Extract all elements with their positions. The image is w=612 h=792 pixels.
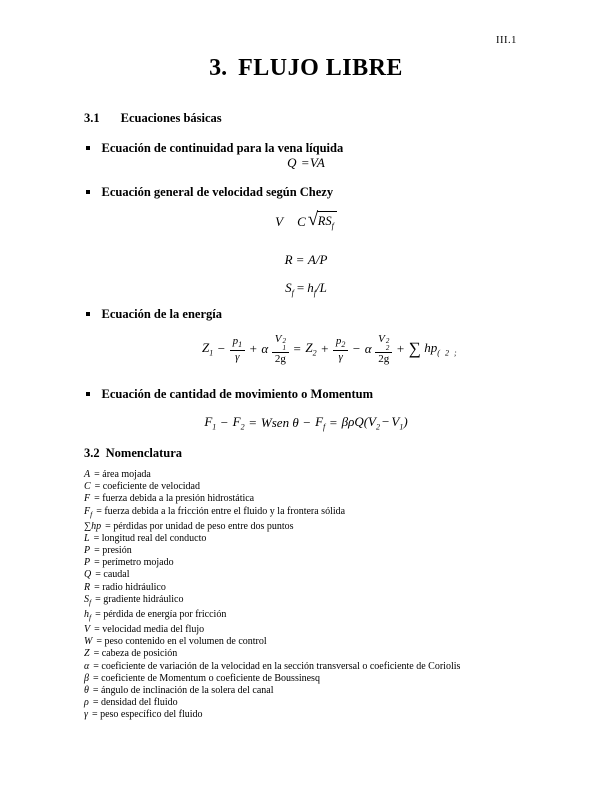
tok: 2	[240, 422, 245, 432]
nomenclature-row	[84, 557, 564, 569]
tok: 2	[376, 422, 381, 432]
bullet-item-momentum	[86, 387, 373, 402]
nomenclature-row	[84, 469, 564, 481]
tok: +	[321, 341, 329, 357]
nomenclature-row	[84, 569, 564, 581]
definition: = perímetro mojado	[94, 557, 174, 569]
symbol: F	[84, 505, 91, 517]
tok: F	[204, 414, 213, 429]
nomenclature-row	[84, 624, 564, 636]
numerator	[230, 335, 246, 350]
fraction	[230, 335, 246, 363]
definition: = coeficiente de Momentum o coeficiente de Boussinesq	[92, 672, 320, 684]
symbol: Q	[84, 569, 92, 581]
section-number: 3.1	[84, 111, 100, 125]
formula-hydraulic-radius	[0, 252, 612, 268]
symbol: L	[84, 532, 90, 544]
tok: θ	[292, 414, 299, 430]
nomenclature-row	[84, 545, 564, 557]
tok: −	[217, 341, 226, 357]
nomenclature-list	[84, 469, 564, 721]
tok	[204, 414, 216, 432]
formula-chezy	[0, 211, 612, 231]
tok: 2	[385, 344, 390, 353]
symbol: Z	[84, 648, 90, 660]
symbol: C	[84, 481, 91, 493]
tok: C	[297, 214, 306, 229]
definition: = ángulo de inclinación de la solera del canal	[92, 684, 274, 696]
nomenclature-row	[84, 481, 564, 493]
symbol: F	[84, 493, 91, 505]
symbol-subscript: f	[89, 597, 92, 607]
page-title	[0, 55, 612, 82]
radicand	[317, 211, 337, 231]
tok: −	[220, 414, 229, 430]
tok: f	[331, 221, 334, 231]
tok: VA	[309, 155, 325, 170]
tok: α	[364, 341, 372, 357]
tok: p	[335, 335, 342, 348]
tok: S	[285, 280, 292, 295]
bullet-label: Ecuación de cantidad de movimiento o Momentum	[101, 387, 374, 401]
tok: 2	[341, 340, 346, 350]
tok: 2	[282, 337, 286, 345]
tok: 2g	[378, 352, 390, 365]
tok: −	[352, 341, 361, 357]
tok: 1	[238, 340, 243, 350]
tok: Z	[202, 340, 210, 356]
bullet-icon	[86, 392, 90, 396]
tok: =	[296, 280, 305, 295]
bullet-label: Ecuación de continuidad para la vena líquida	[101, 141, 344, 155]
tok: f	[323, 422, 326, 432]
tok	[315, 414, 325, 432]
tok: γ	[338, 350, 343, 363]
definition: = radio hidráulico	[94, 581, 166, 593]
symbol: P	[84, 545, 91, 557]
numerator	[272, 333, 289, 353]
definition: = densidad del fluido	[92, 697, 178, 709]
tok: /L	[315, 280, 327, 295]
numerator	[333, 335, 349, 350]
tok: V	[391, 414, 400, 429]
denominator	[235, 351, 239, 364]
nomenclature-row	[84, 673, 564, 685]
tok: f	[313, 288, 316, 298]
definition: = longitud real del conducto	[93, 532, 207, 544]
nomenclature-row	[84, 506, 564, 521]
nomenclature-row	[84, 533, 564, 545]
tok	[305, 340, 316, 358]
tok: +	[249, 341, 257, 357]
tok: V	[274, 333, 282, 345]
bullet-item-energia	[86, 307, 222, 322]
fraction	[272, 333, 289, 365]
definition: = presión	[94, 545, 132, 557]
definition: = área mojada	[94, 469, 151, 480]
tok: V	[378, 333, 385, 345]
bullet-icon	[86, 190, 90, 194]
tok: R	[284, 252, 293, 267]
tok: =	[301, 155, 309, 170]
bullet-icon	[86, 312, 90, 316]
bullet-label: Ecuación general de velocidad según Chezy	[101, 185, 334, 199]
tok: 2g	[274, 352, 286, 365]
nomenclature-row	[84, 636, 564, 648]
tok: −	[382, 414, 390, 429]
tok	[233, 414, 245, 432]
symbol: β	[84, 672, 89, 684]
definition: = gradiente hidráulico	[95, 593, 184, 605]
section-heading-ecuaciones-basicas	[84, 111, 222, 126]
title-text: FLUJO LIBRE	[238, 55, 403, 81]
tok: =	[296, 252, 304, 267]
tok: Q(V	[354, 414, 377, 429]
definition: = pérdida de energía por fricción	[95, 608, 227, 620]
tok: +	[396, 341, 405, 357]
tok: γ	[235, 350, 240, 363]
tok: f	[291, 288, 294, 298]
tok: Z	[305, 340, 313, 356]
tok: =	[293, 341, 301, 357]
page-number: III.1	[496, 35, 517, 46]
formula-friction-slope	[0, 280, 612, 298]
bullet-label: Ecuación de la energía	[101, 307, 222, 321]
radical-sign: √	[307, 209, 319, 230]
bullet-item-chezy	[86, 185, 333, 200]
symbol: V	[84, 624, 91, 636]
definition: = fuerza debida a la fricción entre el fluido y la frontera sólida	[96, 505, 346, 517]
tok: 1	[282, 344, 286, 353]
symbol: R	[84, 581, 91, 593]
symbol: A	[84, 469, 91, 480]
symbol: h	[84, 608, 89, 620]
nomenclature-row	[84, 697, 564, 709]
definition: = peso contenido en el volumen de control	[96, 636, 267, 648]
nomenclature-row	[84, 609, 564, 624]
symbol: ρ	[84, 697, 89, 709]
tok: ρ	[348, 414, 355, 429]
section-heading-nomenclatura	[84, 446, 182, 461]
tok: p	[232, 335, 239, 348]
nomenclature-row	[84, 709, 564, 721]
tok: 1	[209, 348, 214, 358]
tok: A/P	[307, 252, 328, 267]
section-number: 3.2	[84, 446, 100, 460]
nomenclature-row	[84, 661, 564, 673]
tok: V	[275, 214, 284, 229]
tok	[261, 415, 299, 431]
tok: 2	[385, 337, 390, 345]
tok: RS	[317, 214, 332, 228]
nomenclature-row	[84, 685, 564, 697]
tok	[424, 340, 458, 358]
definition: = velocidad media del flujo	[94, 624, 205, 636]
bullet-icon	[86, 146, 90, 150]
definition: = coeficiente de variación de la velocidad en la sección transversal o coeficiente de Coriolis	[93, 660, 461, 672]
nomenclature-row	[84, 521, 564, 533]
definition: = caudal	[95, 569, 130, 581]
denominator	[338, 351, 342, 364]
section-title: Nomenclatura	[105, 446, 182, 460]
symbol-subscript: f	[90, 509, 93, 519]
symbol-subscript: f	[89, 612, 92, 622]
formula-continuity	[0, 155, 612, 171]
tok: 1	[212, 422, 217, 432]
symbol: θ	[84, 684, 89, 696]
bullet-item-continuidad	[86, 141, 343, 156]
symbol: α	[84, 660, 90, 672]
nomenclature-row	[84, 648, 564, 660]
tok: hp	[424, 340, 438, 356]
symbol: γ	[84, 709, 88, 721]
tok: Q	[287, 155, 297, 170]
tok: 1	[399, 422, 404, 432]
denominator	[275, 353, 286, 366]
symbol: ∑hp	[84, 520, 102, 532]
sub-sup-stack	[386, 338, 390, 353]
radical	[308, 211, 337, 231]
tok: 2	[312, 348, 317, 358]
tok: −	[303, 414, 311, 430]
nomenclature-row	[84, 594, 564, 609]
tok: h	[307, 280, 314, 295]
tok	[342, 414, 408, 432]
fraction	[375, 333, 392, 365]
tok: )	[403, 414, 408, 429]
tok: =	[249, 414, 257, 430]
definition: = cabeza de posición	[93, 648, 178, 660]
nomenclature-row	[84, 493, 564, 505]
denominator	[378, 353, 389, 366]
numerator	[375, 333, 392, 353]
tok	[202, 340, 213, 358]
tok: ( 2 ;	[437, 348, 459, 358]
tok: Wsen	[260, 414, 290, 430]
symbol: P	[84, 557, 91, 569]
section-title: Ecuaciones básicas	[120, 111, 222, 125]
symbol: S	[84, 593, 89, 605]
definition: = peso específico del fluido	[91, 709, 203, 721]
symbol: W	[84, 636, 93, 648]
tok: F	[315, 414, 324, 429]
nomenclature-row	[84, 582, 564, 594]
definition: = coeficiente de velocidad	[94, 481, 200, 493]
summation-sign: ∑	[408, 338, 421, 358]
definition: = pérdidas por unidad de peso entre dos puntos	[105, 520, 294, 532]
definition: = fuerza debida a la presión hidrostática	[94, 493, 255, 505]
tok: =	[329, 414, 338, 430]
tok: F	[232, 414, 241, 429]
sub-sup-stack	[282, 338, 286, 353]
formula-momentum	[0, 414, 612, 432]
fraction	[333, 335, 349, 363]
formula-energy	[202, 333, 458, 365]
tok: α	[261, 341, 269, 357]
title-number: 3.	[209, 55, 228, 81]
tok: β	[341, 414, 349, 429]
